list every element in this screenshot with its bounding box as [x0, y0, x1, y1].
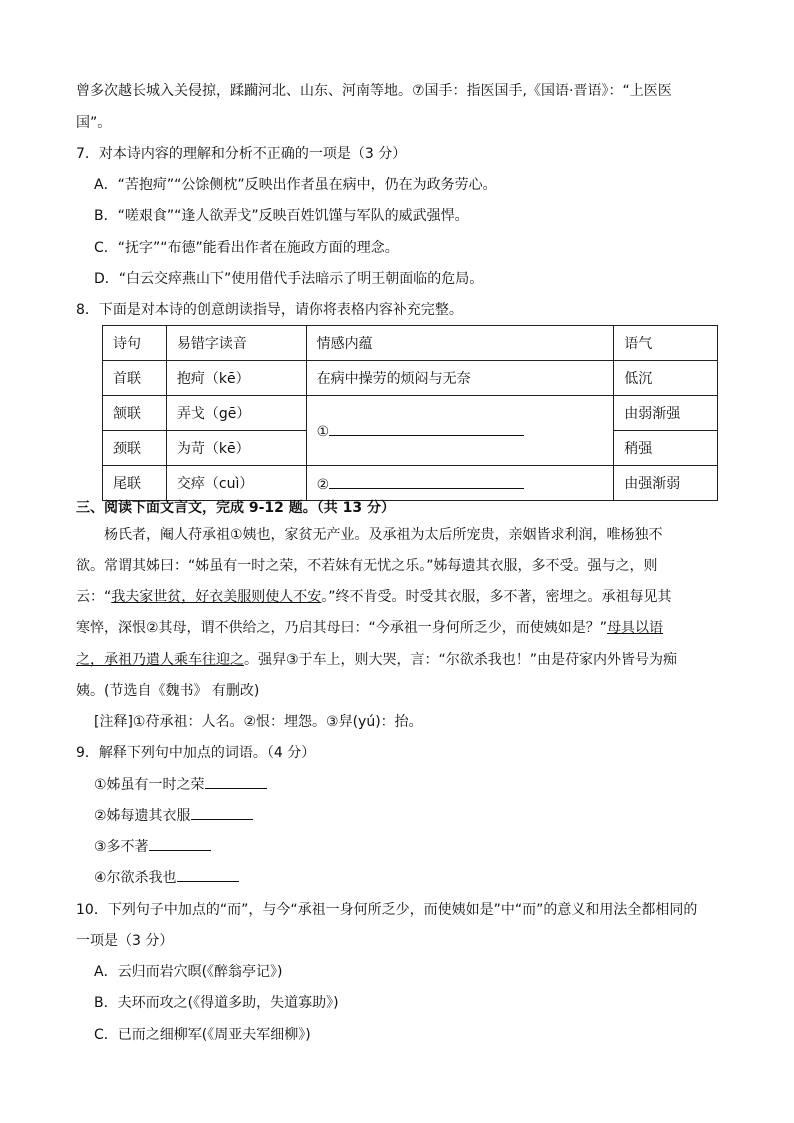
row-pronunciation: 抱疴（kē）: [166, 361, 306, 396]
q7-option-d: D．“白云交瘁燕山下”使用借代手法暗示了明王朝面临的危局。: [94, 271, 484, 287]
q9-item-text: ④尔欲杀我也: [94, 870, 177, 886]
q9-item-1: [94, 774, 267, 796]
q9-stem: 9．解释下列句中加点的词语。（4 分）: [76, 745, 316, 761]
q10-stem-line-1: 10．下列句子中加点的“而”，与今“承祖一身何所乏少，而使姨如是”中“而”的意义和用法全都相同的: [76, 902, 698, 918]
underlined-sentence-2a: 母具以语: [607, 620, 664, 636]
row-line: 尾联: [103, 466, 167, 501]
passage-notes: [注释]①苻承祖：人名。②恨：埋怨。③舁(yú)：抬。: [94, 714, 423, 730]
passage-line-3: [76, 586, 672, 608]
row-tone: 由弱渐强: [614, 396, 718, 431]
table-row: [103, 466, 718, 501]
section-3-title: 三、阅读下面文言文，完成 9-12 题。（共 13 分）: [76, 500, 396, 516]
q7-stem: 7．对本诗内容的理解和分析不正确的一项是（3 分）: [76, 146, 407, 162]
q9-item-text: ③多不著: [94, 839, 149, 855]
row-tone: 由强渐弱: [614, 466, 718, 501]
underlined-sentence-1: 我夫家世贫，好衣美服则使人不安: [111, 589, 322, 605]
answer-marker-2: ②: [316, 476, 330, 493]
q10-option-c: C．已而之细柳军(《周亚夫军细柳》): [94, 1027, 311, 1043]
row-pronunciation: 交瘁（cuì）: [166, 466, 306, 501]
passage-line-2: 欲。常谓其姊曰：“姊虽有一时之荣，不若妹有无忧之乐。”姊每遗其衣服，多不受。强与之，则: [76, 558, 658, 574]
row-pronunciation: 为苛（kē）: [166, 431, 306, 466]
passage-text: 云：“: [76, 589, 112, 605]
q9-item-2: [94, 805, 253, 827]
q9-item-text: ①姊虽有一时之荣: [94, 777, 205, 793]
q9-item-text: ②姊每遗其衣服: [94, 808, 191, 824]
header-cell: 诗句: [103, 326, 167, 361]
q7-option-c: C．“抚字”“布德”能看出作者在施政方面的理念。: [94, 240, 399, 256]
header-cell: 语气: [614, 326, 718, 361]
header-cell: 情感内蕴: [306, 326, 614, 361]
answer-cell-2[interactable]: [306, 466, 614, 501]
q10-stem-line-2: 一项是（3 分）: [76, 933, 174, 949]
q10-option-a: A．云归而岩穴暝(《醉翁亭记》): [94, 964, 283, 980]
passage-line-1: 杨氏者，阉人苻承祖①姨也，家贫无产业。及承祖为太后所宠贵，亲姻皆求利润，唯杨独不: [104, 527, 663, 543]
q9-answer-blank-3[interactable]: [149, 836, 211, 851]
answer-blank-1[interactable]: [329, 421, 524, 436]
row-tone: 低沉: [614, 361, 718, 396]
q9-answer-blank-1[interactable]: [205, 774, 267, 789]
row-tone: 稍强: [614, 431, 718, 466]
header-cell: 易错字读音: [166, 326, 306, 361]
q7-option-b: B．“嗟艰食”“逢人欲弄戈”反映百姓饥馑与军队的威武强悍。: [94, 208, 469, 224]
q10-option-b: B．夫环而攻之(《得道多助，失道寡助》): [94, 995, 339, 1011]
answer-cell-1[interactable]: [306, 396, 614, 466]
answer-blank-2[interactable]: [329, 474, 524, 489]
row-emotion: 在病中操劳的烦闷与无奈: [306, 361, 614, 396]
q9-answer-blank-4[interactable]: [177, 867, 239, 882]
passage-text: 。强舁③于车上，则大哭，言：“尔欲杀我也！”由是苻家内外皆号为痴: [244, 652, 678, 668]
row-line: 首联: [103, 361, 167, 396]
q8-stem: 8．下面是对本诗的创意朗读指导，请你将表格内容补充完整。: [76, 302, 463, 318]
note-line-2: 国”。: [76, 115, 112, 131]
answer-marker-1: ①: [316, 424, 330, 440]
passage-text: 。”终不肯受。时受其衣服，多不著，密埋之。承祖每见其: [321, 589, 672, 605]
passage-line-6: 姨。(节选自《魏书》 有删改): [76, 683, 260, 699]
note-line-1: 曾多次越长城入关侵掠，蹂躏河北、山东、河南等地。⑦国手：指医国手,《国语·晋语》：“上医医: [76, 83, 672, 99]
reading-guide-table: [102, 325, 718, 501]
row-line: 颔联: [103, 396, 167, 431]
table-header-row: [103, 326, 718, 361]
q9-item-4: [94, 867, 239, 889]
passage-line-5: [76, 649, 677, 671]
passage-text: 寒悴，深恨②其母，谓不供给之，乃启其母曰：“今承祖一身何所乏少，而使姨如是？”: [76, 620, 608, 636]
row-pronunciation: 弄戈（gē）: [166, 396, 306, 431]
q9-answer-blank-2[interactable]: [191, 805, 253, 820]
underlined-sentence-2b: 之，承祖乃遣人乘车往迎之: [76, 652, 244, 668]
table-row: [103, 361, 718, 396]
row-line: 颈联: [103, 431, 167, 466]
passage-line-4: [76, 617, 663, 639]
q7-option-a: A．“苦抱疴”“公馀侧枕”反映出作者虽在病中，仍在为政务劳心。: [94, 177, 497, 193]
table-row: [103, 396, 718, 431]
q9-item-3: [94, 836, 211, 858]
